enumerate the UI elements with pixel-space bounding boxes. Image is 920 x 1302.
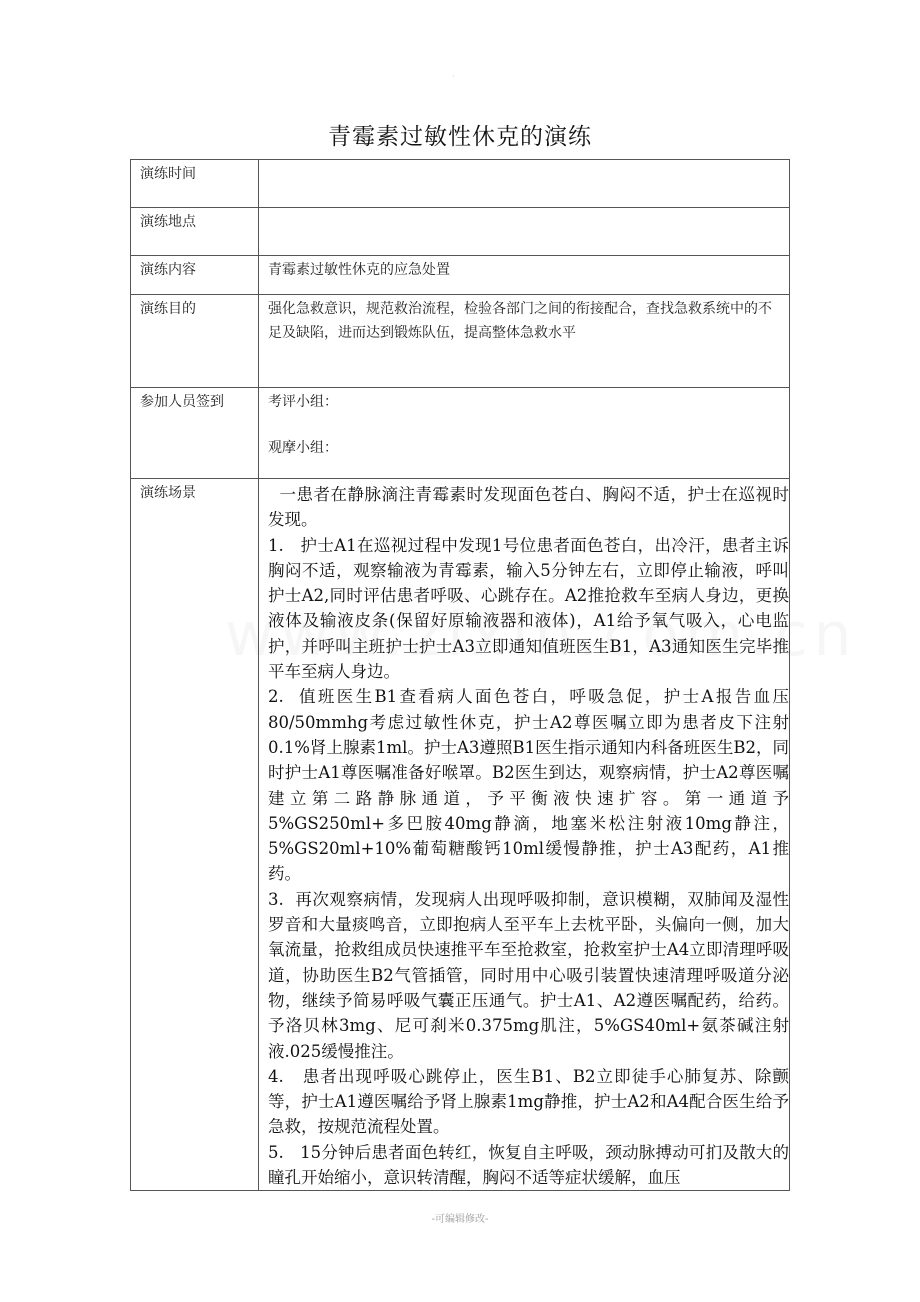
scene-step-1: 1. 护士A1在巡视过程中发现1号位患者面色苍白，出冷汗，患者主诉胸闷不适，观察输液为青霉素，输入5分钟左右，立即停止输液，呼叫护士A2,同时评估患者呼吸、心跳存在。A2推抢救车至病人身边，更换液体及输液皮条(保留好原输液器和液体)，A1给予氧气吸入，心电监护，并呼叫主班护士护士A3立即通知值班医生B1，A3通知医生完毕推平车至病人身边。 [268, 535, 789, 682]
label-scene: 演练场景 [131, 479, 259, 1191]
label-participants: 参加人员签到 [131, 388, 259, 479]
top-mark: · [452, 72, 455, 81]
scene-step-3: 3. 再次观察病情，发现病人出现呼吸抑制，意识模糊，双肺闻及湿性罗音和大量痰鸣音，立即抱病人至平车上去枕平卧，头偏向一侧，加大氧流量，抢救组成员快速推平车至抢救室，抢救室护士A4立即清理呼吸道，协助医生B2气管插管，同时用中心吸引装置快速清理呼吸道分泌物，继续予简易呼吸气囊正压通气。护士A1、A2遵医嘱配药，给药。予洛贝林3mg、尼可刹米0.375mg肌注，5%GS40ml+氨茶碱注射液.025缓慢推注。 [268, 889, 789, 1061]
value-purpose: 强化急救意识，规范救治流程，检验各部门之间的衔接配合，查找急救系统中的不足及缺陷，进而达到锻炼队伍，提高整体急救水平 [259, 295, 790, 388]
label-purpose: 演练目的 [131, 295, 259, 388]
drill-table [130, 159, 790, 1191]
row-participants [131, 388, 790, 479]
scene-step-4: 4. 患者出现呼吸心跳停止，医生B1、B2立即徒手心肺复苏、除颤等，护士A1遵医嘱给予肾上腺素1mg静推，护士A2和A4配合医生给予急救，按规范流程处置。 [268, 1066, 789, 1137]
value-place [259, 208, 790, 256]
row-scene [131, 479, 790, 1191]
row-place [131, 208, 790, 256]
footer-note: -可编辑修改- [431, 1214, 489, 1225]
label-place: 演练地点 [131, 208, 259, 256]
scene-intro: 一患者在静脉滴注青霉素时发现面色苍白、胸闷不适，护士在巡视时发现。 [268, 485, 789, 530]
row-content [131, 256, 790, 295]
label-content: 演练内容 [131, 256, 259, 295]
value-scene [259, 479, 790, 1191]
label-time: 演练时间 [131, 160, 259, 208]
value-time [259, 160, 790, 208]
value-content: 青霉素过敏性休克的应急处置 [259, 256, 790, 295]
scene-step-5: 5. 15分钟后患者面色转红，恢复自主呼吸，颈动脉搏动可扪及散大的瞳孔开始缩小，意识转清醒，胸闷不适等症状缓解，血压 [268, 1142, 789, 1188]
group-observation: 观摩小组： [268, 440, 338, 456]
group-evaluation: 考评小组： [268, 394, 338, 410]
row-time [131, 160, 790, 208]
scene-step-2: 2. 值班医生B1查看病人面色苍白，呼吸急促，护士A报告血压80/50mmhg考虑过敏性休克，护士A2尊医嘱立即为患者皮下注射0.1%肾上腺素1ml。护士A3遵照B1医生指示通知内科备班医生B2，同时护士A1尊医嘱准备好喉罩。B2医生到达，观察病情，护士A2尊医嘱建立第二路静脉通道，予平衡液快速扩容。第一通道予5%GS250ml+多巴胺40mg静滴，地塞米松注射液10mg静注，5%GS20ml+10%葡萄糖酸钙10ml缓慢静推，护士A3配药，A1推药。 [268, 687, 789, 884]
row-purpose [131, 295, 790, 388]
value-participants [259, 388, 790, 479]
page-title: 青霉素过敏性休克的演练 [328, 124, 592, 150]
